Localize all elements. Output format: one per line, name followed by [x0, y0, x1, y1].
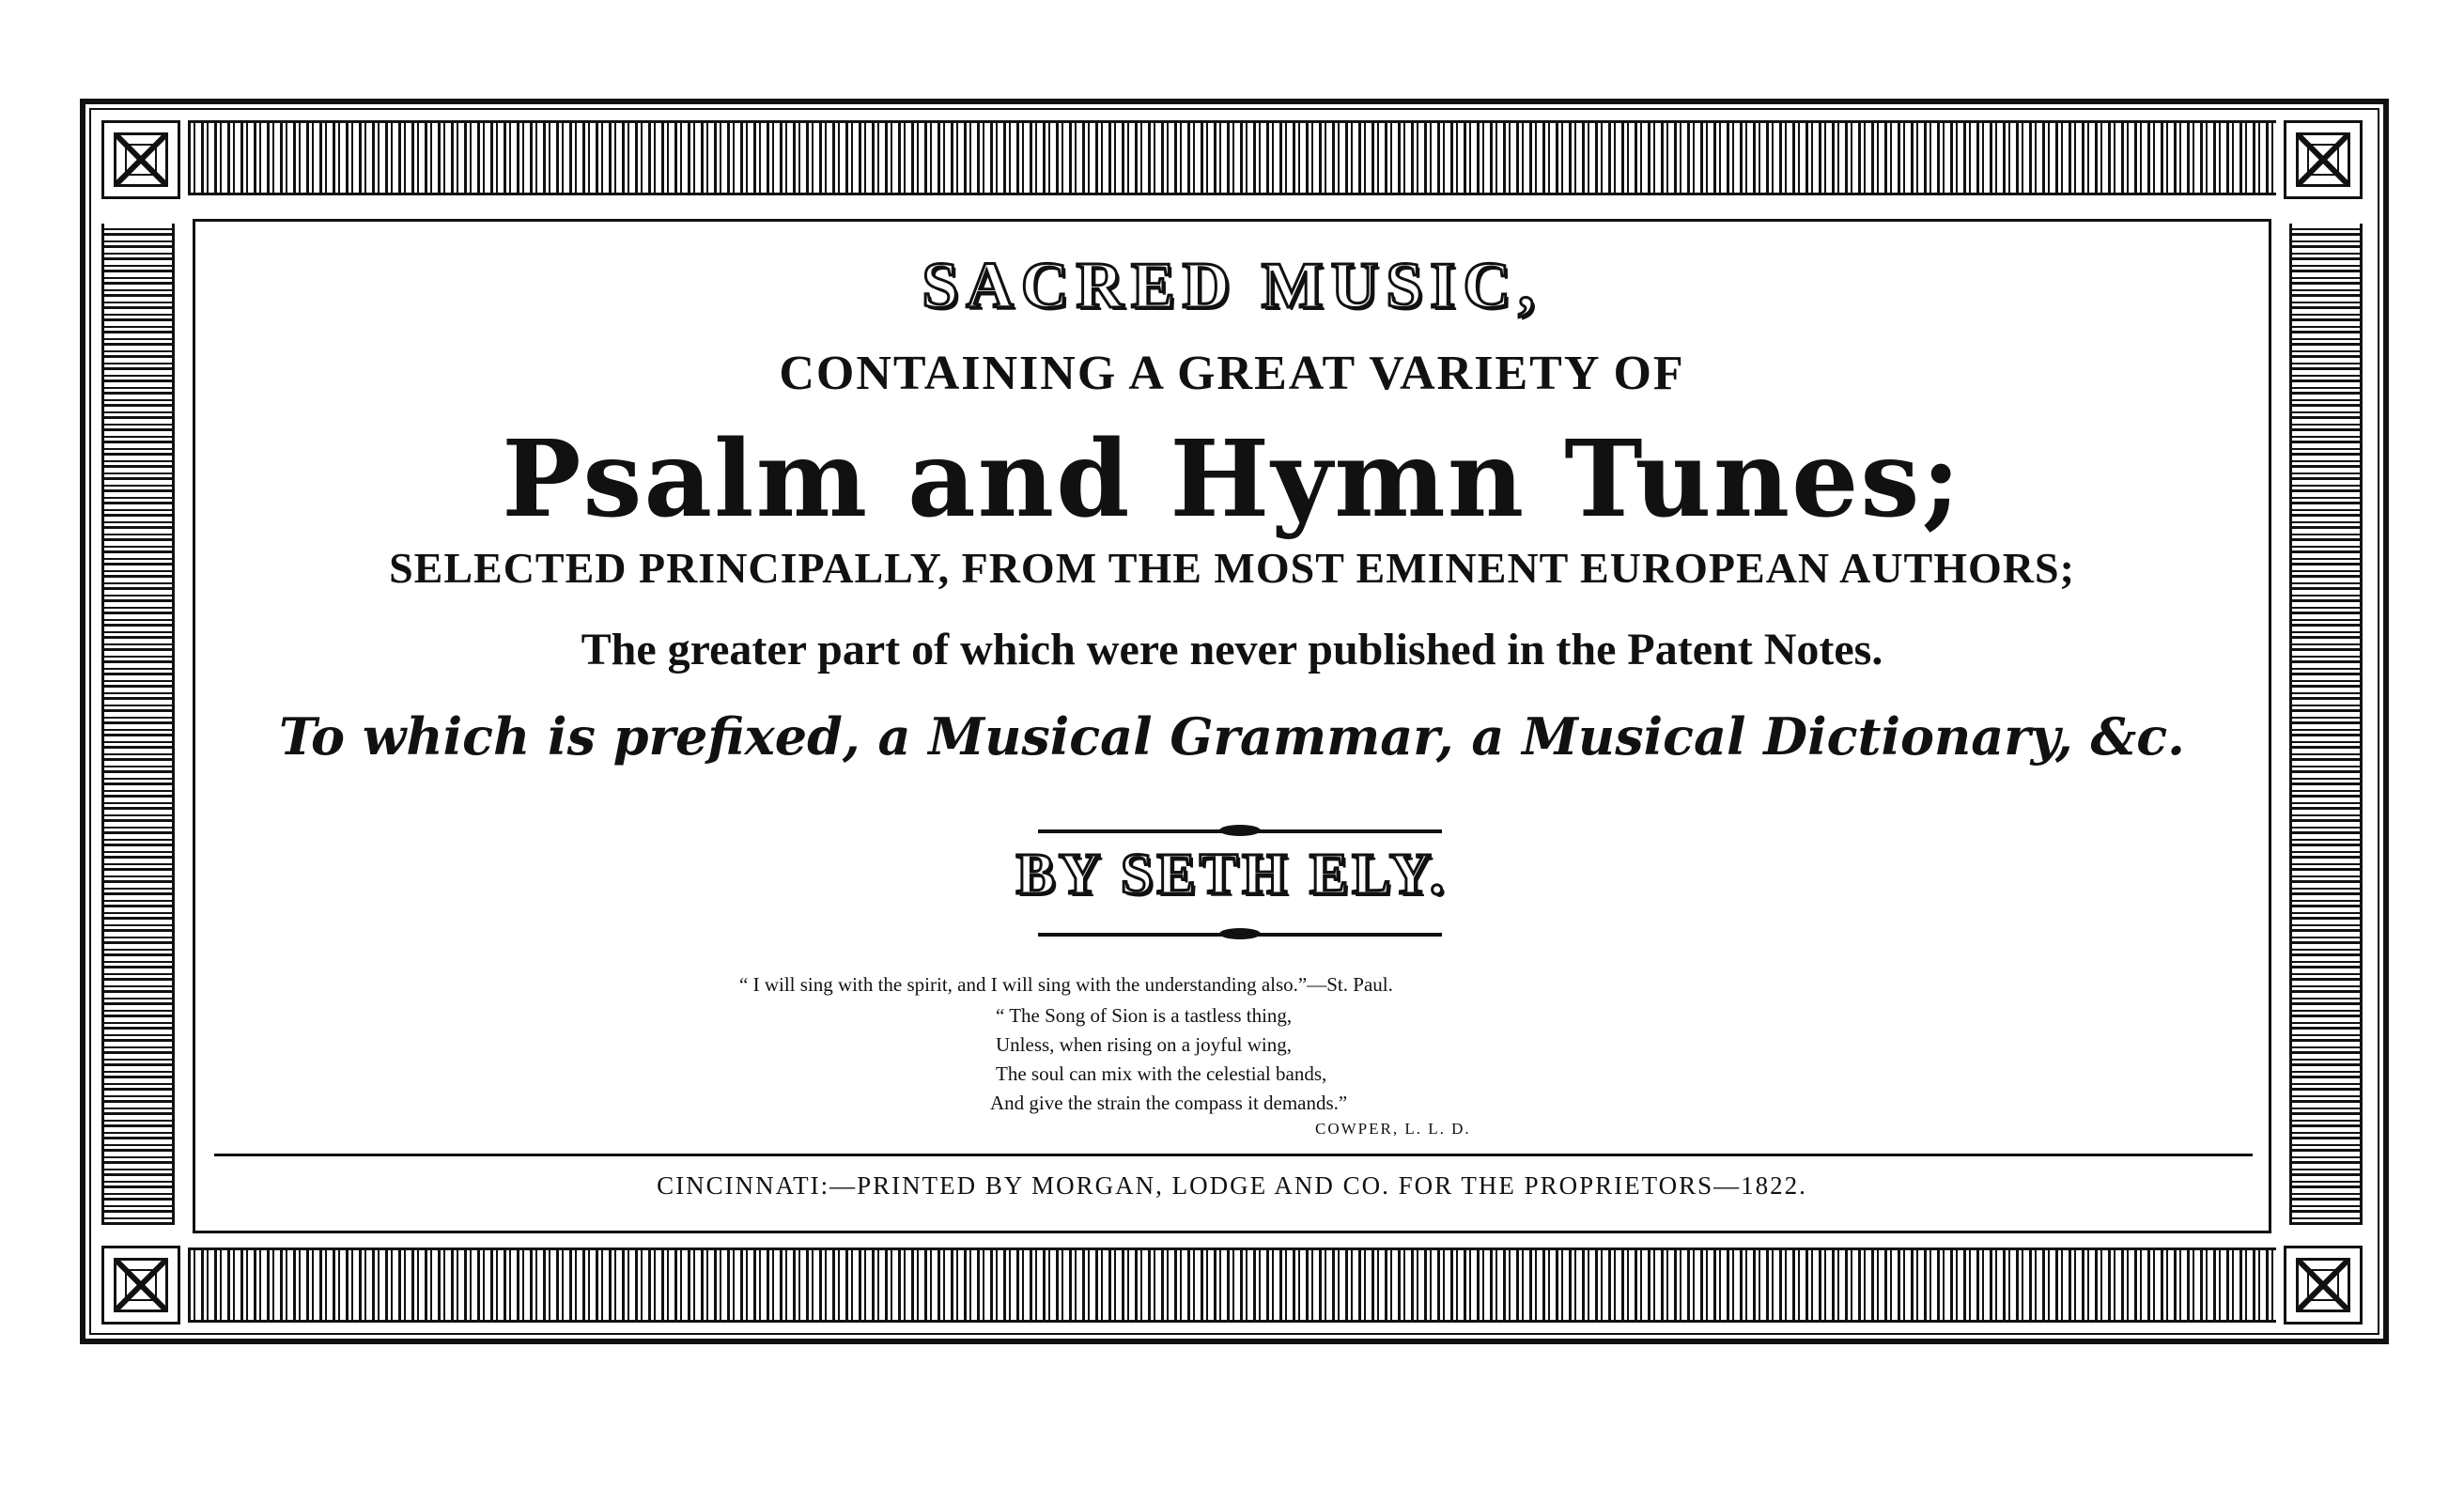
border-band-bottom: [188, 1247, 2276, 1323]
corner-ornament-bottom-right-icon: [2284, 1246, 2363, 1325]
epigraph-line-5: And give the strain the compass it demands.”: [990, 1092, 1348, 1114]
corner-ornament-top-right-icon: [2284, 120, 2363, 199]
title-selected-principally: SELECTED PRINCIPALLY, FROM THE MOST EMINENT EUROPEAN AUTHORS;: [389, 544, 2075, 592]
title-prefixed: To which is prefixed, a Musical Grammar, a Musical Dictionary, &c.: [279, 706, 2185, 767]
title-containing: CONTAINING A GREAT VARIETY OF: [779, 347, 1685, 400]
border-band-right: [2289, 224, 2363, 1225]
title-sacred-music: SACRED MUSIC,: [922, 250, 1542, 322]
border-band-left: [101, 224, 175, 1225]
epigraph-line-4: The soul can mix with the celestial bands,: [996, 1062, 1327, 1085]
author-byline: BY SETH ELY.: [1015, 843, 1449, 906]
rule-ornament-top-icon: [1219, 825, 1261, 836]
border-band-top: [188, 120, 2276, 195]
imprint-line: CINCINNATI:—PRINTED BY MORGAN, LODGE AND CO. FOR THE PROPRIETORS—1822.: [657, 1171, 1807, 1200]
title-psalm-hymn-tunes: Psalm and Hymn Tunes;: [502, 418, 1962, 541]
title-greater-part: The greater part of which were never published in the Patent Notes.: [581, 625, 1883, 674]
epigraph-attribution: COWPER, L. L. D.: [1315, 1120, 1471, 1138]
rule-ornament-bottom-icon: [1219, 928, 1261, 939]
epigraph-line-3: Unless, when rising on a joyful wing,: [996, 1033, 1292, 1056]
imprint-divider: [214, 1154, 2253, 1156]
epigraph-line-2: “ The Song of Sion is a tastless thing,: [996, 1004, 1293, 1027]
corner-ornament-top-left-icon: [101, 120, 180, 199]
corner-ornament-bottom-left-icon: [101, 1246, 180, 1325]
epigraph-line-1: “ I will sing with the spirit, and I will sing with the understanding also.”—St. Paul.: [739, 973, 1393, 996]
